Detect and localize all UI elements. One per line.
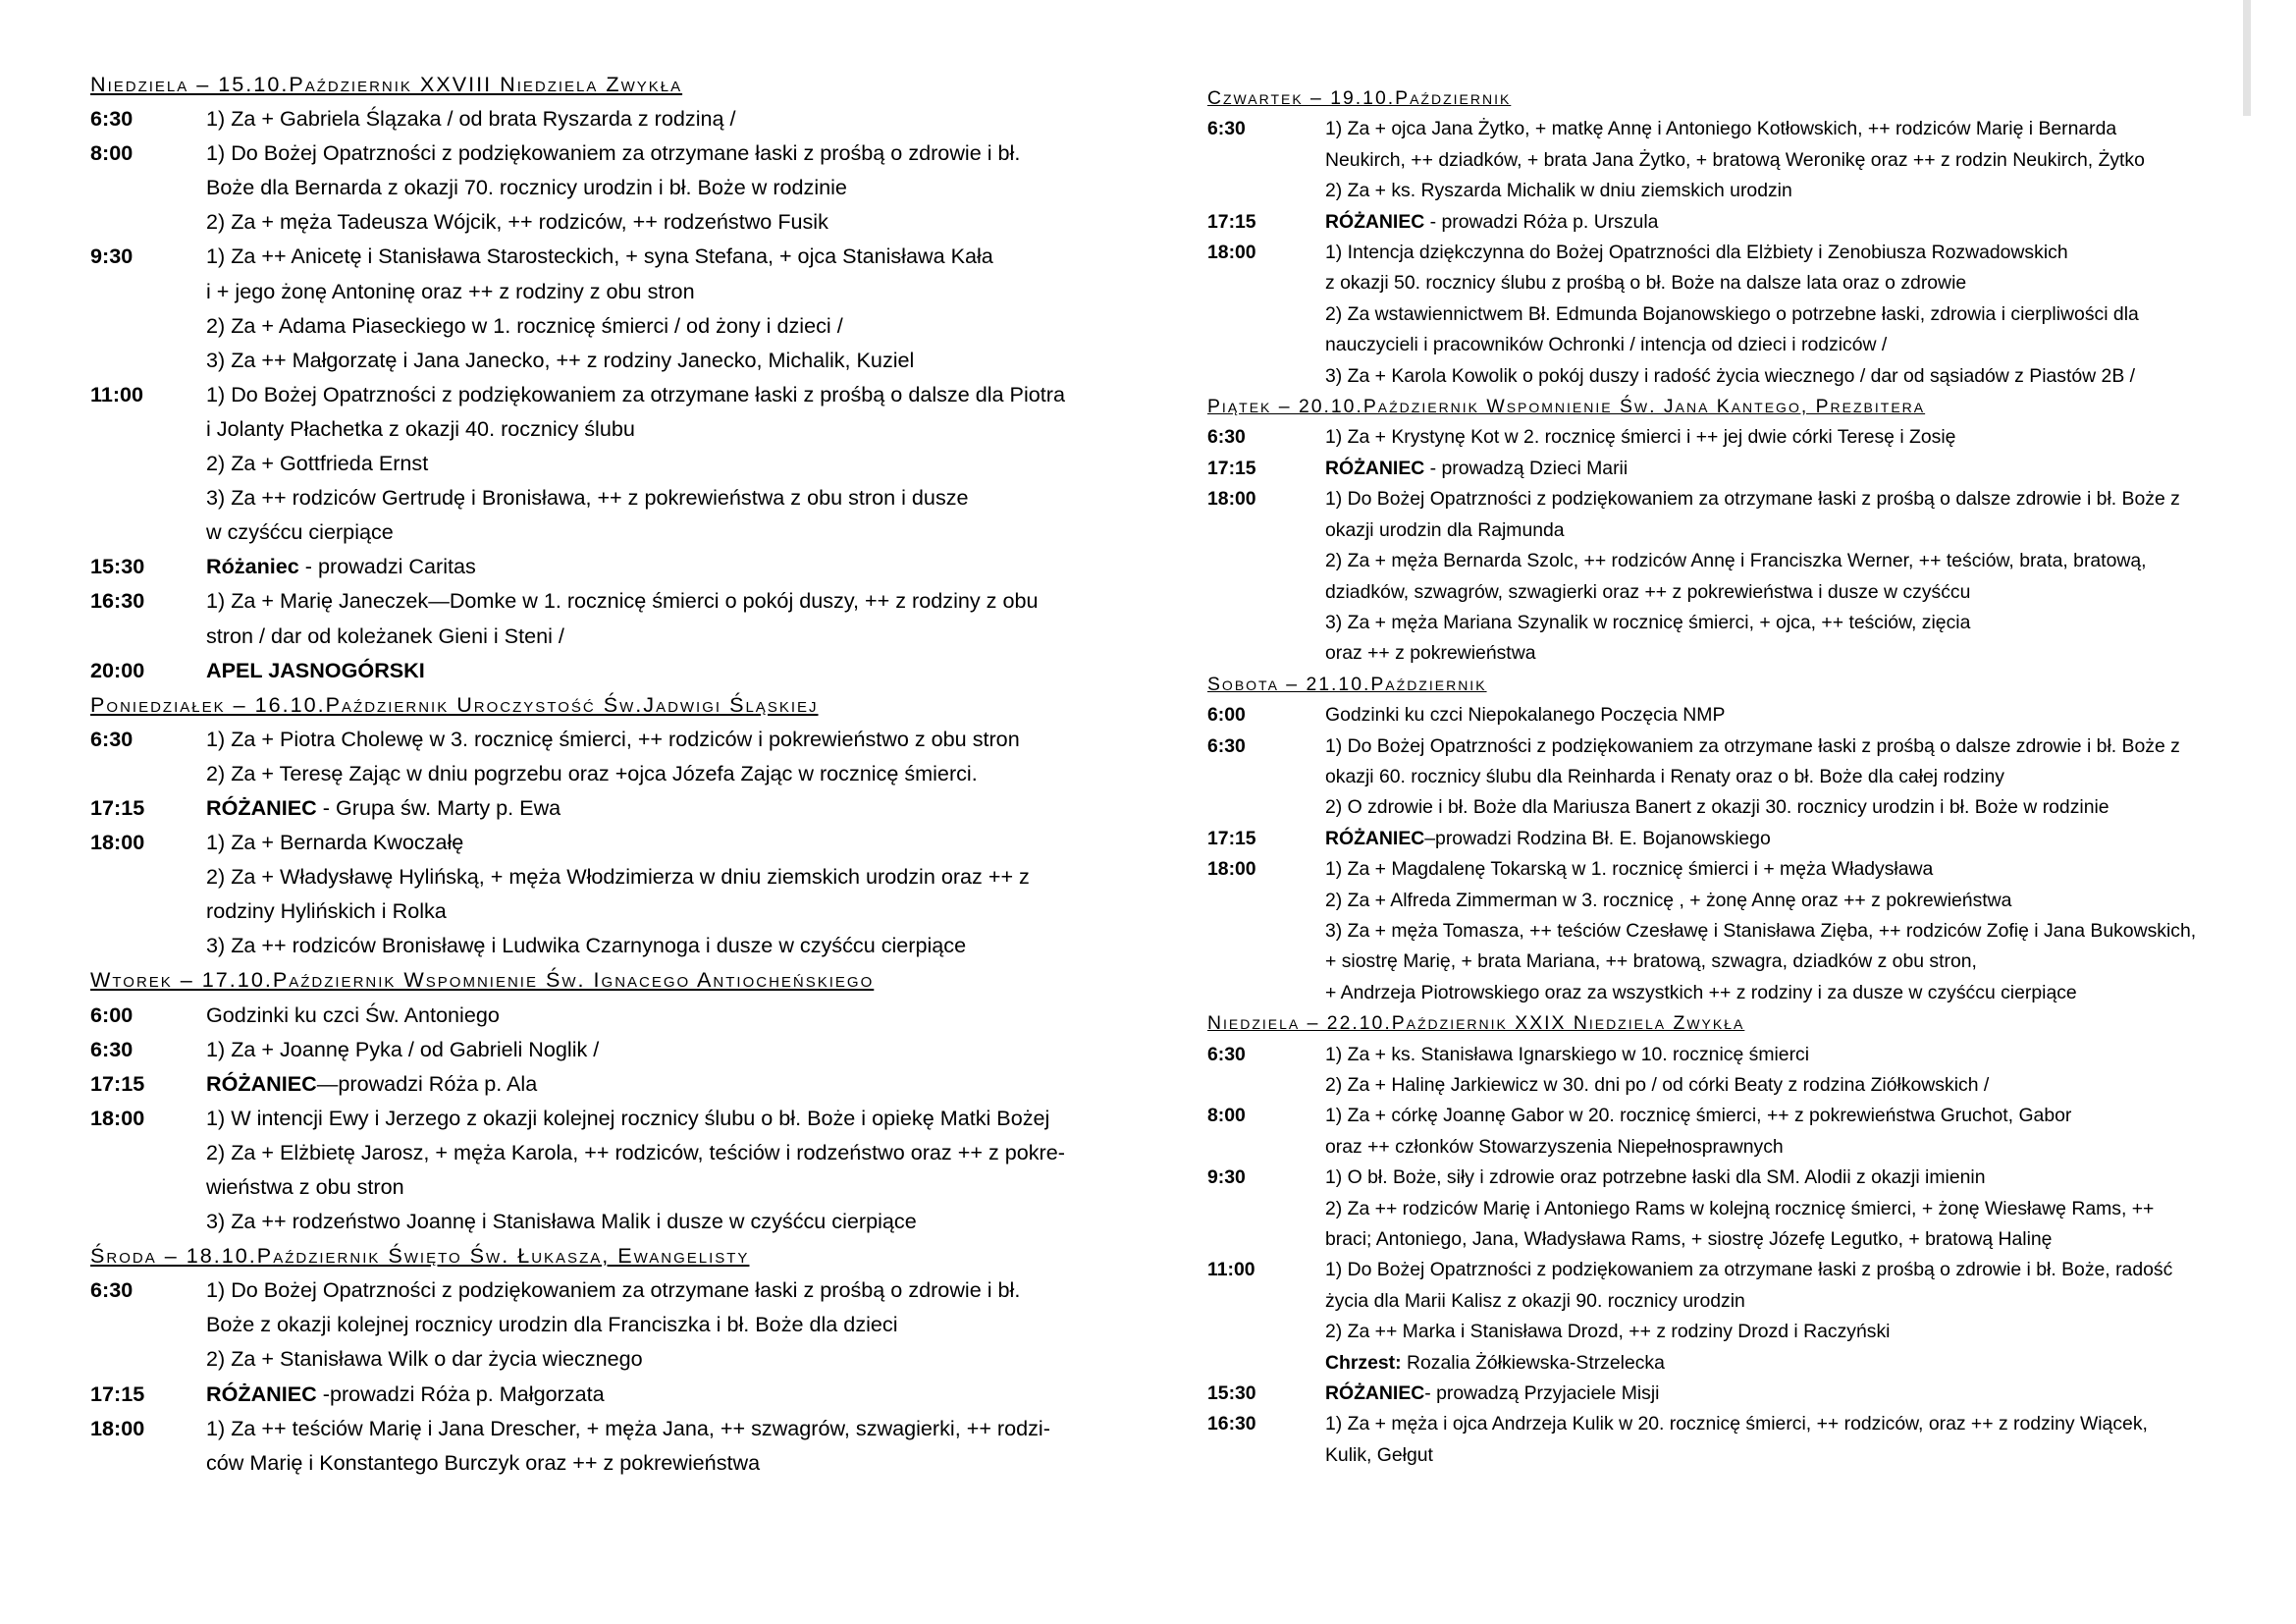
intention-line: dziadków, szwagrów, szwagierki oraz ++ z pokrewieństwa i dusze w czyśćcu (1325, 580, 1971, 603)
intention-line: stron / dar od koleżanek Gieni i Steni / (206, 623, 564, 648)
mass-entry (1207, 1379, 2234, 1409)
intention-line: 2) Za + Władysławę Hylińską, + męża Włodzimierza w dniu ziemskich urodzin oraz ++ z (206, 864, 1030, 890)
intention-bold-label: RÓŻANIEC (1325, 457, 1425, 479)
mass-entry (90, 135, 1114, 239)
day-header: Sobota – 21.10.Październik (1207, 673, 1487, 695)
intention-bold-label: RÓŻANIEC (1325, 827, 1425, 849)
intention-line: 2) Za + męża Bernarda Szolc, ++ rodziców Annę i Franciszka Werner, ++ teściów, brata, bratową, (1325, 550, 2147, 572)
mass-time: 15:30 (90, 554, 145, 579)
intentions (1325, 854, 2234, 1008)
mass-entry (90, 722, 1114, 790)
mass-entry (1207, 238, 2234, 392)
intentions (1325, 207, 2234, 238)
intentions (1325, 1040, 2234, 1102)
right-column (1207, 83, 2234, 1471)
intention-line: 2) Za + Gottfrieda Ernst (206, 451, 429, 476)
intentions (206, 1411, 1114, 1480)
mass-entry (1207, 1255, 2234, 1379)
day-header: Środa – 18.10.Październik Święto Św. Łukasza, Ewangelisty (90, 1243, 750, 1269)
intention-line: 1) Do Bożej Opatrzności z podziękowaniem za otrzymane łaski z prośbą o zdrowie i bł. (206, 1277, 1021, 1303)
mass-time: 17:15 (90, 1380, 145, 1406)
mass-time: 17:15 (90, 794, 145, 820)
intention-line: ców Marię i Konstantego Burczyk oraz ++ z pokrewieństwa (206, 1449, 761, 1475)
intentions (1325, 484, 2234, 669)
mass-entry (90, 1066, 1114, 1101)
intention-line: 3) Za ++ rodziców Gertrudę i Bronisława, ++ z pokrewieństwa z obu stron i dusze (206, 485, 969, 511)
intentions (1325, 238, 2234, 392)
intention-line: oraz ++ członków Stowarzyszenia Niepełnosprawnych (1325, 1135, 1784, 1158)
mass-time: 6:30 (90, 1277, 133, 1303)
mass-time: 18:00 (1207, 242, 1256, 264)
mass-time: 15:30 (1207, 1382, 1256, 1405)
intentions (1325, 1409, 2234, 1471)
mass-entry (1207, 854, 2234, 1008)
intention-line (206, 1066, 1114, 1101)
intentions (206, 239, 1114, 376)
mass-time: 18:00 (90, 1105, 145, 1130)
mass-entry (1207, 1163, 2234, 1255)
intention-bold-label: RÓŻANIEC (206, 1380, 317, 1406)
baptism-label: Chrzest: (1325, 1351, 1402, 1374)
mass-time: 8:00 (90, 140, 133, 166)
mass-entry (90, 1377, 1114, 1411)
intention-line: 2) Za + Adama Piaseckiego w 1. rocznicę śmierci / od żony i dzieci / (206, 312, 843, 338)
mass-time: 6:30 (1207, 426, 1246, 449)
mass-entry (90, 101, 1114, 135)
intentions (206, 583, 1114, 652)
intention-text: - prowadzi Caritas (298, 554, 476, 579)
day-header: Niedziela – 15.10.Październik XXVIII Niedziela Zwykła (90, 72, 683, 96)
intention-line: 3) Za + męża Mariana Szynalik w rocznicę śmierci, + ojca, ++ teściów, zięcia (1325, 611, 1971, 633)
mass-entry (1207, 454, 2234, 484)
intention-line: 2) Za ++ Marka i Stanisława Drozd, ++ z rodziny Drozd i Raczyński (1325, 1321, 1891, 1343)
mass-time: 11:00 (1207, 1259, 1255, 1281)
baptism-line (1325, 1348, 2234, 1379)
mass-time: 9:30 (90, 244, 133, 269)
day-header: Piątek – 20.10.Październik Wspomnienie Św. Jana Kantego, Prezbitera (1207, 396, 1926, 418)
intention-line: 3) Za + męża Tomasza, ++ teściów Czesławę i Stanisława Zięba, ++ rodziców Zofię i Jana Bukowskich, (1325, 919, 2197, 942)
intentions (1325, 1255, 2234, 1379)
intention-line: rodziny Hylińskich i Rolka (206, 898, 447, 924)
intentions (206, 653, 1114, 687)
day-header: Niedziela – 22.10.Październik XXIX Niedziela Zwykła (1207, 1012, 1745, 1035)
mass-time: 20:00 (90, 657, 145, 682)
mass-time: 18:00 (90, 830, 145, 855)
intention-text: - prowadzi Róża p. Urszula (1424, 210, 1659, 233)
intentions (1325, 422, 2234, 453)
intention-line: życia dla Marii Kalisz z okazji 90. rocznicy urodzin (1325, 1289, 1745, 1312)
intentions (206, 101, 1114, 135)
intention-line: 1) Za + Joannę Pyka / od Gabrieli Noglik / (206, 1036, 600, 1061)
intention-line: 1) Za + ojca Jana Żytko, + matkę Annę i Antoniego Kotłowskich, ++ rodziców Marię i Bernarda (1325, 118, 2117, 140)
intention-line: Kulik, Gełgut (1325, 1443, 1433, 1466)
intentions (1325, 1163, 2234, 1255)
mass-entry (90, 790, 1114, 825)
intentions (1325, 1379, 2234, 1409)
intention-line: Godzinki ku czci Św. Antoniego (206, 1001, 500, 1027)
intention-line: + siostrę Marię, + brata Mariana, ++ bratową, szwagra, dziadków z obu stron, (1325, 950, 1977, 973)
mass-time: 6:30 (1207, 118, 1246, 140)
intention-line: Godzinki ku czci Niepokalanego Poczęcia NMP (1325, 704, 1726, 727)
intentions (1325, 454, 2234, 484)
intention-line: 2) Za + Stanisława Wilk o dar życia wiecznego (206, 1346, 643, 1372)
intentions (206, 1377, 1114, 1411)
intention-line: 1) Za + Bernarda Kwoczałę (206, 830, 464, 855)
mass-entry (90, 825, 1114, 962)
mass-entry (90, 1411, 1114, 1480)
mass-entry (90, 583, 1114, 652)
intention-line: braci; Antoniego, Jana, Władysława Rams, + siostrę Józefę Legutko, + bratową Halinę (1325, 1228, 2053, 1251)
intentions (206, 790, 1114, 825)
intention-line: 2) Za + Alfreda Zimmerman w 3. rocznicę , + żonę Annę oraz ++ z pokrewieństwa (1325, 889, 2012, 911)
intention-line: i + jego żonę Antoninę oraz ++ z rodziny z obu stron (206, 278, 695, 303)
mass-entry (1207, 700, 2234, 731)
intention-line: 3) Za ++ rodziców Bronisławę i Ludwika Czarnynoga i dusze w czyśćcu cierpiące (206, 933, 967, 958)
intention-text: - prowadzą Przyjaciele Misji (1424, 1382, 1660, 1405)
intention-line: 1) Za ++ Anicetę i Stanisława Starosteckich, + syna Stefana, + ojca Stanisława Kała (206, 244, 993, 269)
mass-time: 6:00 (1207, 704, 1246, 727)
mass-entry (90, 1101, 1114, 1238)
intention-line: wieństwa z obu stron (206, 1174, 404, 1199)
intention-line: 3) Za ++ rodzeństwo Joannę i Stanisława Malik i dusze w czyśćcu cierpiące (206, 1209, 917, 1234)
intention-line: 2) Za + Elżbietę Jarosz, + męża Karola, ++ rodziców, teściów i rodzeństwo oraz ++ z pokre- (206, 1139, 1065, 1164)
intention-line (206, 549, 1114, 583)
intention-line: 1) W intencji Ewy i Jerzego z okazji kolejnej rocznicy ślubu o bł. Boże i opiekę Matki Bożej (206, 1105, 1050, 1130)
mass-entry (90, 549, 1114, 583)
scrollbar[interactable] (2243, 0, 2251, 116)
intention-line: 1) Intencja dziękczynna do Bożej Opatrzności dla Elżbiety i Zenobiusza Rozwadowskich (1325, 242, 2068, 264)
intentions (206, 1032, 1114, 1066)
intention-text: - Grupa św. Marty p. Ewa (316, 794, 561, 820)
intention-line (1325, 454, 2234, 484)
mass-time: 6:00 (90, 1001, 133, 1027)
mass-time: 6:30 (1207, 734, 1246, 757)
intention-line (1325, 1379, 2234, 1409)
mass-time: 16:30 (90, 588, 145, 614)
intention-line: i Jolanty Płachetka z okazji 40. rocznicy ślubu (206, 415, 635, 441)
intentions (206, 825, 1114, 962)
baptism-name: Rozalia Żółkiewska-Strzelecka (1401, 1351, 1665, 1374)
intention-line: Boże dla Bernarda z okazji 70. rocznicy urodzin i bł. Boże w rodzinie (206, 175, 847, 200)
intention-line: 1) Za + męża i ojca Andrzeja Kulik w 20. rocznicę śmierci, ++ rodziców, oraz ++ z rodziny Wiącek, (1325, 1413, 2148, 1435)
mass-entry (90, 239, 1114, 376)
mass-time: 6:30 (90, 726, 133, 751)
intention-line: okazji 60. rocznicy ślubu dla Reinharda i Renaty oraz o bł. Boże dla całej rodziny (1325, 765, 2004, 787)
mass-time: 11:00 (90, 381, 144, 406)
intention-line: 1) Za + Magdalenę Tokarską w 1. rocznicę śmierci i + męża Władysława (1325, 858, 1934, 881)
mass-time: 17:15 (1207, 827, 1256, 849)
mass-time: 17:15 (1207, 210, 1256, 233)
intentions (206, 722, 1114, 790)
intentions (206, 998, 1114, 1032)
intention-line (1325, 207, 2234, 238)
intention-line: 2) Za + ks. Ryszarda Michalik w dniu ziemskich urodzin (1325, 180, 1792, 202)
intention-line: 2) Za + Teresę Zając w dniu pogrzebu oraz +ojca Józefa Zając w rocznicę śmierci. (206, 760, 978, 785)
mass-entry (90, 998, 1114, 1032)
intention-line: 3) Za + Karola Kowolik o pokój duszy i radość życia wiecznego / dar od sąsiadów z Piastów 2B / (1325, 364, 2136, 387)
mass-time: 17:15 (90, 1070, 145, 1096)
intentions (206, 549, 1114, 583)
mass-time: 6:30 (90, 1036, 133, 1061)
intention-text: -prowadzi Róża p. Małgorzata (316, 1380, 605, 1406)
intentions (206, 1101, 1114, 1238)
intention-line: Boże z okazji kolejnej rocznicy urodzin dla Franciszka i bł. Boże dla dzieci (206, 1312, 898, 1337)
mass-entry (90, 377, 1114, 549)
intention-line: okazji urodzin dla Rajmunda (1325, 518, 1565, 541)
mass-entry (1207, 207, 2234, 238)
intention-text: —prowadzi Róża p. Ala (316, 1070, 538, 1096)
intention-line: 2) Za + Halinę Jarkiewicz w 30. dni po / od córki Beaty z rodzina Ziółkowskich / (1325, 1074, 1990, 1096)
intention-line: 1) Za + ks. Stanisława Ignarskiego w 10. rocznicę śmierci (1325, 1043, 1810, 1065)
intention-bold-label: RÓŻANIEC (206, 794, 317, 820)
intentions (1325, 114, 2234, 206)
intention-line: oraz ++ z pokrewieństwa (1325, 642, 1536, 665)
intentions (206, 1272, 1114, 1376)
day-header: Wtorek – 17.10.Październik Wspomnienie Św. Ignacego Antiocheńskiego (90, 967, 875, 993)
intention-line: 1) Za + Gabriela Ślązaka / od brata Ryszarda z rodziną / (206, 106, 736, 132)
mass-time: 6:30 (90, 106, 133, 132)
mass-time: 18:00 (1207, 488, 1256, 511)
intention-line: 2) Za ++ rodziców Marię i Antoniego Rams w kolejną rocznicę śmierci, + żonę Wiesławę Rams, ++ (1325, 1197, 2155, 1219)
mass-time: 16:30 (1207, 1413, 1256, 1435)
intention-line: 1) Za + Piotra Cholewę w 3. rocznicę śmierci, ++ rodziców i pokrewieństwo z obu stron (206, 726, 1020, 751)
mass-entry (1207, 824, 2234, 854)
mass-entry (1207, 1409, 2234, 1471)
mass-time: 18:00 (90, 1415, 145, 1440)
mass-entry (1207, 484, 2234, 669)
intention-line (1325, 824, 2234, 854)
intentions (1325, 824, 2234, 854)
intention-text: - prowadzą Dzieci Marii (1424, 457, 1629, 479)
intention-bold-label: RÓŻANIEC (1325, 210, 1425, 233)
intention-line: nauczycieli i pracowników Ochronki / intencja od dzieci i rodziców / (1325, 334, 1888, 356)
intention-bold-label: Różaniec (206, 554, 299, 579)
day-header: Poniedziałek – 16.10.Październik Uroczystość Św.Jadwigi Śląskiej (90, 691, 819, 717)
mass-entry (1207, 422, 2234, 453)
mass-entry (90, 653, 1114, 687)
intentions (1325, 731, 2234, 824)
mass-time: 6:30 (1207, 1043, 1246, 1065)
intention-line: Neukirch, ++ dziadków, + brata Jana Żytko, + bratową Weronikę oraz ++ z rodzin Neukirch, Żytko (1325, 148, 2145, 171)
intention-line: + Andrzeja Piotrowskiego oraz za wszystkich ++ z rodziny i za dusze w czyśćcu cierpiące (1325, 981, 2077, 1003)
left-column (90, 67, 1114, 1480)
intention-line (206, 790, 1114, 825)
mass-time: 18:00 (1207, 858, 1256, 881)
intention-text: –prowadzi Rodzina Bł. E. Bojanowskiego (1424, 827, 1771, 849)
mass-time: 8:00 (1207, 1105, 1246, 1127)
intention-line: 1) Za ++ teściów Marię i Jana Drescher, + męża Jana, ++ szwagrów, szwagierki, ++ rodzi- (206, 1415, 1050, 1440)
intention-line: w czyśćcu cierpiące (206, 519, 394, 545)
mass-entry (1207, 1101, 2234, 1163)
intention-line: z okazji 50. rocznicy ślubu z prośbą o bł. Boże na dalsze lata oraz o zdrowie (1325, 272, 1967, 295)
intention-line: 1) O bł. Boże, siły i zdrowie oraz potrzebne łaski dla SM. Alodii z okazji imienin (1325, 1166, 1986, 1189)
intentions (1325, 1101, 2234, 1163)
mass-entry (1207, 731, 2234, 824)
intention-line: 1) Do Bożej Opatrzności z podziękowaniem za otrzymane łaski z prośbą o dalsze zdrowie i bł. Boże z (1325, 488, 2180, 511)
mass-entry (1207, 114, 2234, 206)
intention-line: 3) Za ++ Małgorzatę i Jana Janecko, ++ z rodziny Janecko, Michalik, Kuziel (206, 347, 915, 372)
intention-line: 2) Za wstawiennictwem Bł. Edmunda Bojanowskiego o potrzebne łaski, zdrowia i cierpliwości dla (1325, 302, 2139, 325)
intention-line: 1) Do Bożej Opatrzności z podziękowaniem za otrzymane łaski z prośbą o zdrowie i bł. Boże, radość (1325, 1259, 2173, 1281)
mass-time: 17:15 (1207, 457, 1256, 479)
intention-line: 2) Za + męża Tadeusza Wójcik, ++ rodziców, ++ rodzeństwo Fusik (206, 209, 828, 235)
intentions (206, 1066, 1114, 1101)
intention-line: 1) Za + Marię Janeczek—Domke w 1. rocznicę śmierci o pokój duszy, ++ z rodziny z obu (206, 588, 1039, 614)
intentions (206, 377, 1114, 549)
intention-line: 1) Do Bożej Opatrzności z podziękowaniem za otrzymane łaski z prośbą o dalsze dla Piotra (206, 381, 1065, 406)
day-header: Czwartek – 19.10.Październik (1207, 87, 1512, 109)
mass-entry (1207, 1040, 2234, 1102)
intentions (1325, 700, 2234, 731)
mass-entry (90, 1272, 1114, 1376)
intention-line: 1) Do Bożej Opatrzności z podziękowaniem za otrzymane łaski z prośbą o zdrowie i bł. (206, 140, 1021, 166)
intention-bold-label: APEL JASNOGÓRSKI (206, 657, 425, 682)
intention-line: 1) Za + córkę Joannę Gabor w 20. rocznicę śmierci, ++ z pokrewieństwa Gruchot, Gabor (1325, 1105, 2072, 1127)
mass-time: 9:30 (1207, 1166, 1246, 1189)
intention-line: 1) Za + Krystynę Kot w 2. rocznicę śmierci i ++ jej dwie córki Teresę i Zosię (1325, 426, 1956, 449)
intentions (206, 135, 1114, 239)
intention-line: 2) O zdrowie i bł. Boże dla Mariusza Banert z okazji 30. rocznicy urodzin i bł. Boże w rodzinie (1325, 796, 2109, 819)
intention-line: 1) Do Bożej Opatrzności z podziękowaniem za otrzymane łaski z prośbą o dalsze zdrowie i bł. Boże z (1325, 734, 2180, 757)
intention-line (206, 653, 1114, 687)
intention-bold-label: RÓŻANIEC (1325, 1382, 1425, 1405)
intention-line (206, 1377, 1114, 1411)
mass-entry (90, 1032, 1114, 1066)
intention-bold-label: RÓŻANIEC (206, 1070, 317, 1096)
